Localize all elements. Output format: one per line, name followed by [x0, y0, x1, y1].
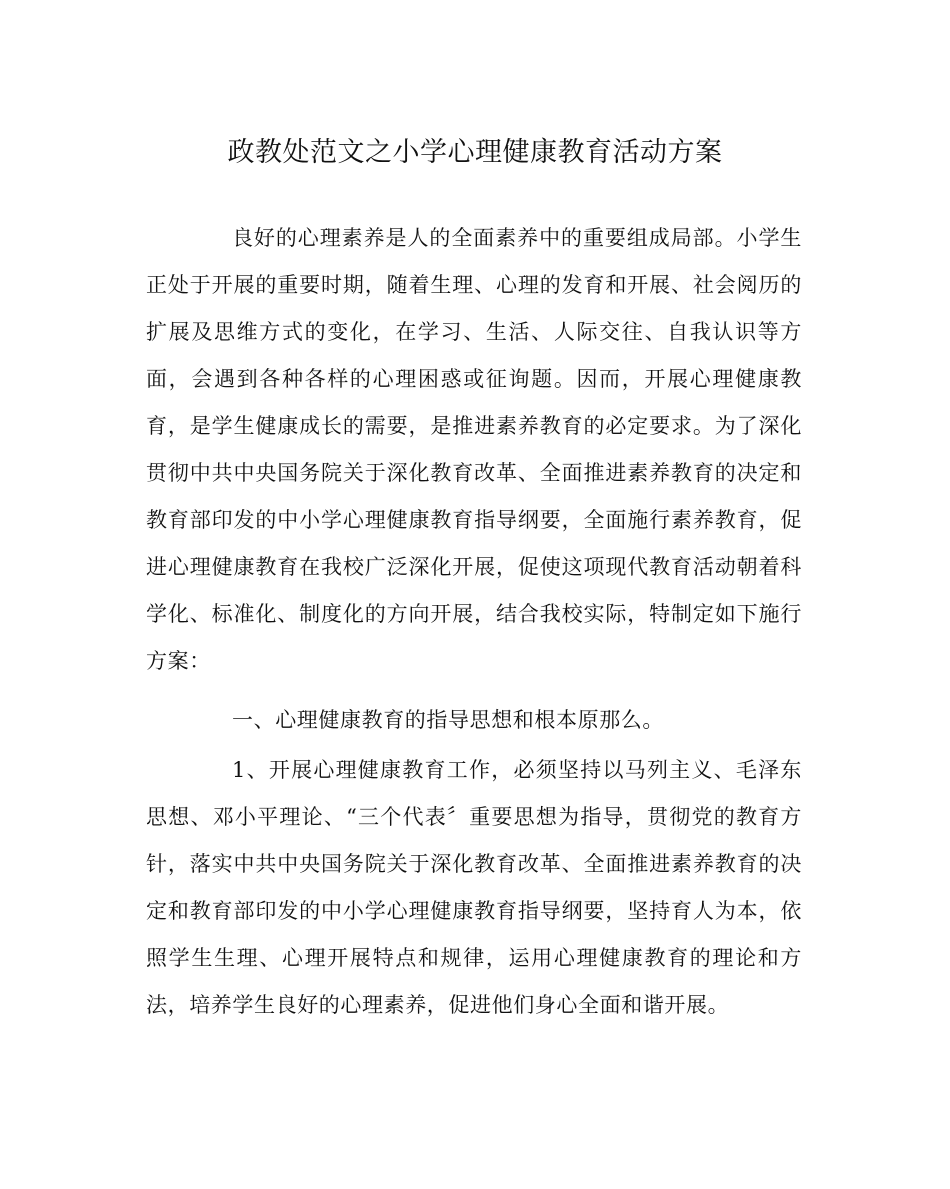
document-title: 政教处范文之小学心理健康教育活动方案 [227, 137, 723, 168]
paragraph-1-line-4: 面，会遇到各种各样的心理困惑或征询题。因而，开展心理健康教 [146, 367, 802, 391]
paragraph-1-line-9: 学化、标准化、制度化的方向开展，结合我校实际，特制定如下施行 [146, 602, 802, 626]
paragraph-1-line-10: 方案： [146, 649, 211, 673]
paragraph-1-line-5: 育，是学生健康成长的需要，是推进素养教育的必定要求。为了深化 [146, 414, 802, 438]
paragraph-1-line-8: 进心理健康教育在我校广泛深化开展，促使这项现代教育活动朝着科 [146, 555, 802, 579]
paragraph-1-line-6: 贯彻中共中央国务院关于深化教育改革、全面推进素养教育的决定和 [146, 461, 802, 485]
paragraph-3-line-5: 照学生生理、心理开展特点和规律，运用心理健康教育的理论和方 [146, 946, 802, 970]
paragraph-1-line-7: 教育部印发的中小学心理健康教育指导纲要，全面施行素养教育，促 [146, 508, 802, 532]
paragraph-3-line-3: 针，落实中共中央国务院关于深化教育改革、全面推进素养教育的决 [146, 852, 802, 876]
paragraph-3-line-2: 思想、邓小平理论、“三个代表〞重要思想为指导，贯彻党的教育方 [146, 805, 802, 829]
paragraph-1-line-2: 正处于开展的重要时期，随着生理、心理的发育和开展、社会阅历的 [146, 273, 802, 297]
paragraph-1-line-3: 扩展及思维方式的变化，在学习、生活、人际交往、自我认识等方 [146, 320, 802, 344]
section-heading-1: 一、心理健康教育的指导思想和根本原那么。 [232, 708, 664, 732]
paragraph-3-line-6: 法，培养学生良好的心理素养，促进他们身心全面和谐开展。 [146, 993, 730, 1017]
paragraph-3-line-1: 1、开展心理健康教育工作，必须坚持以马列主义、毛泽东 [232, 758, 802, 782]
paragraph-3-line-4: 定和教育部印发的中小学心理健康教育指导纲要，坚持育人为本，依 [146, 899, 802, 923]
paragraph-1-line-1: 良好的心理素养是人的全面素养中的重要组成局部。小学生 [232, 226, 802, 250]
